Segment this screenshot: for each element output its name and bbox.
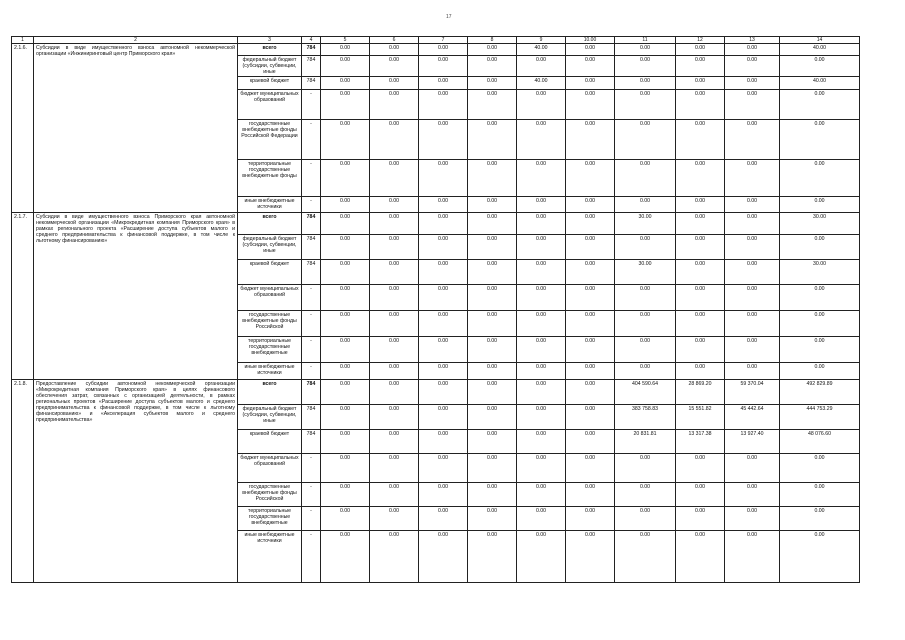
gov-code: -	[302, 507, 321, 531]
amount-cell: 0.00	[419, 235, 468, 260]
funding-source: государственные внебюджетные фонды Российской	[238, 311, 302, 337]
amount-cell: 0.00	[615, 507, 676, 531]
amount-cell: 0.00	[780, 454, 860, 483]
amount-cell: 0.00	[468, 337, 517, 363]
amount-cell: 0.00	[321, 120, 370, 160]
funding-source: государственные внебюджетные фонды Российской	[238, 483, 302, 507]
amount-cell: 0.00	[615, 337, 676, 363]
measure-description: Предоставление субсидии автономной некоммерческой организации «Микрокредитная компания Приморского края» в целях финансового обеспечения затрат, связанных с организацией деятельности, в рамках региональных проектов «Расширение доступа субъектов малого и среднего предпринимательства к финансовой поддержке, в том числе к льготному финансированию» и «Акселерация субъектов малого и среднего предпринимательства»	[34, 380, 238, 583]
funding-source: всего	[238, 213, 302, 235]
amount-cell: 0.00	[370, 160, 419, 197]
amount-cell: 0.00	[419, 285, 468, 311]
amount-cell: 0.00	[468, 197, 517, 213]
amount-cell: 0.00	[419, 337, 468, 363]
gov-code: 784	[302, 44, 321, 56]
amount-cell: 0.00	[780, 507, 860, 531]
amount-cell: 0.00	[780, 160, 860, 197]
amount-cell: 0.00	[676, 311, 725, 337]
amount-cell: 0.00	[725, 507, 780, 531]
amount-cell: 0.00	[419, 405, 468, 430]
amount-cell: 0.00	[321, 235, 370, 260]
funding-source: всего	[238, 44, 302, 56]
amount-cell: 0.00	[517, 454, 566, 483]
funding-source: краевой бюджет	[238, 430, 302, 454]
amount-cell: 0.00	[517, 380, 566, 405]
amount-cell: 0.00	[370, 197, 419, 213]
amount-cell: 0.00	[419, 77, 468, 90]
amount-cell: 0.00	[321, 483, 370, 507]
amount-cell: 0.00	[468, 311, 517, 337]
amount-cell: 0.00	[676, 120, 725, 160]
amount-cell: 30.00	[780, 213, 860, 235]
budget-table	[11, 36, 860, 583]
amount-cell: 0.00	[566, 197, 615, 213]
amount-cell: 404 590.64	[615, 380, 676, 405]
amount-cell: 0.00	[566, 213, 615, 235]
amount-cell: 0.00	[517, 56, 566, 77]
amount-cell: 0.00	[370, 285, 419, 311]
column-number-cell: 1	[12, 37, 34, 44]
amount-cell: 0.00	[676, 77, 725, 90]
amount-cell: 0.00	[566, 160, 615, 197]
column-number-cell: 9	[517, 37, 566, 44]
amount-cell: 0.00	[517, 430, 566, 454]
amount-cell: 0.00	[370, 260, 419, 285]
measure-description: Субсидии в виде имущественного взноса автономной некоммерческой организации «Инжиниринговый центр Приморского края»	[34, 44, 238, 213]
funding-source: всего	[238, 380, 302, 405]
amount-cell: 0.00	[321, 285, 370, 311]
amount-cell: 0.00	[419, 363, 468, 380]
table-body	[12, 37, 860, 583]
amount-cell: 0.00	[370, 235, 419, 260]
amount-cell: 0.00	[725, 90, 780, 120]
amount-cell: 0.00	[370, 507, 419, 531]
column-number-row	[12, 37, 860, 44]
gov-code: -	[302, 90, 321, 120]
column-number-cell: 7	[419, 37, 468, 44]
amount-cell: 0.00	[566, 454, 615, 483]
amount-cell: 0.00	[468, 160, 517, 197]
amount-cell: 0.00	[370, 120, 419, 160]
amount-cell: 0.00	[725, 531, 780, 583]
amount-cell: 0.00	[676, 160, 725, 197]
amount-cell: 0.00	[725, 213, 780, 235]
funding-source: иные внебюджетные источники	[238, 531, 302, 583]
amount-cell: 28 869.20	[676, 380, 725, 405]
amount-cell: 0.00	[725, 260, 780, 285]
amount-cell: 0.00	[566, 311, 615, 337]
amount-cell: 0.00	[725, 160, 780, 197]
amount-cell: 40.00	[517, 44, 566, 56]
amount-cell: 0.00	[468, 285, 517, 311]
amount-cell: 0.00	[780, 483, 860, 507]
amount-cell: 0.00	[517, 337, 566, 363]
amount-cell: 15 551.82	[676, 405, 725, 430]
amount-cell: 0.00	[419, 430, 468, 454]
amount-cell: 0.00	[419, 311, 468, 337]
amount-cell: 0.00	[419, 507, 468, 531]
amount-cell: 0.00	[780, 311, 860, 337]
amount-cell: 0.00	[780, 197, 860, 213]
amount-cell: 0.00	[566, 380, 615, 405]
amount-cell: 0.00	[780, 90, 860, 120]
amount-cell: 40.00	[517, 77, 566, 90]
amount-cell: 0.00	[321, 44, 370, 56]
amount-cell: 0.00	[321, 77, 370, 90]
funding-source: бюджет муниципальных образований	[238, 90, 302, 120]
amount-cell: 0.00	[676, 56, 725, 77]
amount-cell: 45 442.64	[725, 405, 780, 430]
amount-cell: 0.00	[468, 260, 517, 285]
amount-cell: 0.00	[676, 454, 725, 483]
amount-cell: 0.00	[566, 90, 615, 120]
amount-cell: 0.00	[566, 56, 615, 77]
amount-cell: 0.00	[468, 235, 517, 260]
amount-cell: 0.00	[419, 483, 468, 507]
amount-cell: 0.00	[517, 507, 566, 531]
amount-cell: 0.00	[419, 90, 468, 120]
amount-cell: 0.00	[468, 507, 517, 531]
amount-cell: 0.00	[468, 380, 517, 405]
column-number-cell: 14	[780, 37, 860, 44]
amount-cell: 0.00	[566, 363, 615, 380]
amount-cell: 0.00	[321, 507, 370, 531]
amount-cell: 0.00	[676, 507, 725, 531]
amount-cell: 0.00	[321, 311, 370, 337]
amount-cell: 0.00	[419, 197, 468, 213]
measure-description: Субсидии в виде имущественного взноса Приморского края автономной некоммерческой организации «Микрокредитная компания Приморского края» в рамках регионального проекта «Расширение доступа субъектов малого и среднего предпринимательства к финансовой поддержке, в том числе к льготному финансированию»	[34, 213, 238, 380]
amount-cell: 0.00	[321, 337, 370, 363]
amount-cell: 40.00	[780, 77, 860, 90]
amount-cell: 0.00	[725, 44, 780, 56]
amount-cell: 0.00	[468, 483, 517, 507]
funding-source: иные внебюджетные источники	[238, 363, 302, 380]
amount-cell: 0.00	[615, 90, 676, 120]
column-number-cell: 6	[370, 37, 419, 44]
amount-cell: 0.00	[517, 120, 566, 160]
gov-code: -	[302, 454, 321, 483]
amount-cell: 0.00	[615, 56, 676, 77]
column-number-cell: 11	[615, 37, 676, 44]
column-number-cell: 12	[676, 37, 725, 44]
gov-code: 784	[302, 213, 321, 235]
amount-cell: 13 927.40	[725, 430, 780, 454]
amount-cell: 0.00	[370, 454, 419, 483]
funding-source: территориальные государственные внебюджетные	[238, 337, 302, 363]
amount-cell: 0.00	[321, 454, 370, 483]
amount-cell: 0.00	[725, 454, 780, 483]
row-index: 2.1.6.	[12, 44, 34, 213]
amount-cell: 0.00	[517, 90, 566, 120]
amount-cell: 0.00	[725, 56, 780, 77]
amount-cell: 0.00	[676, 197, 725, 213]
amount-cell: 383 758.83	[615, 405, 676, 430]
amount-cell: 0.00	[419, 380, 468, 405]
amount-cell: 0.00	[370, 56, 419, 77]
amount-cell: 0.00	[780, 285, 860, 311]
amount-cell: 0.00	[370, 77, 419, 90]
amount-cell: 0.00	[370, 380, 419, 405]
amount-cell: 0.00	[566, 337, 615, 363]
amount-cell: 0.00	[517, 260, 566, 285]
amount-cell: 0.00	[780, 120, 860, 160]
amount-cell: 0.00	[370, 430, 419, 454]
column-number-cell: 2	[34, 37, 238, 44]
amount-cell: 0.00	[725, 311, 780, 337]
amount-cell: 0.00	[370, 405, 419, 430]
amount-cell: 0.00	[370, 363, 419, 380]
amount-cell: 0.00	[615, 235, 676, 260]
amount-cell: 0.00	[321, 213, 370, 235]
amount-cell: 0.00	[780, 337, 860, 363]
table-row	[12, 380, 860, 405]
gov-code: -	[302, 285, 321, 311]
amount-cell: 30.00	[780, 260, 860, 285]
funding-source: краевой бюджет	[238, 260, 302, 285]
amount-cell: 0.00	[419, 44, 468, 56]
amount-cell: 0.00	[321, 380, 370, 405]
amount-cell: 0.00	[419, 56, 468, 77]
amount-cell: 0.00	[615, 77, 676, 90]
amount-cell: 0.00	[468, 90, 517, 120]
funding-source: иные внебюджетные источники	[238, 197, 302, 213]
amount-cell: 0.00	[419, 120, 468, 160]
amount-cell: 0.00	[468, 120, 517, 160]
gov-code: 784	[302, 430, 321, 454]
amount-cell: 30.00	[615, 260, 676, 285]
amount-cell: 0.00	[321, 405, 370, 430]
amount-cell: 0.00	[370, 44, 419, 56]
gov-code: 784	[302, 260, 321, 285]
amount-cell: 0.00	[615, 454, 676, 483]
column-number-cell: 3	[238, 37, 302, 44]
amount-cell: 0.00	[725, 235, 780, 260]
column-number-cell: 5	[321, 37, 370, 44]
amount-cell: 0.00	[566, 260, 615, 285]
column-number-cell: 8	[468, 37, 517, 44]
amount-cell: 0.00	[676, 337, 725, 363]
amount-cell: 0.00	[419, 454, 468, 483]
table-row	[12, 44, 860, 56]
amount-cell: 0.00	[780, 531, 860, 583]
gov-code: 784	[302, 380, 321, 405]
funding-source: бюджет муниципальных образований	[238, 285, 302, 311]
amount-cell: 0.00	[419, 260, 468, 285]
gov-code: -	[302, 311, 321, 337]
amount-cell: 0.00	[676, 90, 725, 120]
amount-cell: 0.00	[321, 197, 370, 213]
amount-cell: 0.00	[615, 285, 676, 311]
amount-cell: 0.00	[468, 44, 517, 56]
gov-code: 784	[302, 235, 321, 260]
gov-code: -	[302, 337, 321, 363]
gov-code: 784	[302, 405, 321, 430]
amount-cell: 0.00	[615, 160, 676, 197]
funding-source: территориальные государственные внебюджетные фонды	[238, 160, 302, 197]
amount-cell: 0.00	[321, 160, 370, 197]
amount-cell: 0.00	[321, 90, 370, 120]
amount-cell: 0.00	[780, 363, 860, 380]
amount-cell: 0.00	[517, 363, 566, 380]
amount-cell: 0.00	[676, 235, 725, 260]
amount-cell: 0.00	[615, 197, 676, 213]
amount-cell: 0.00	[725, 285, 780, 311]
amount-cell: 0.00	[321, 363, 370, 380]
funding-source: федеральный бюджет (субсидии, субвенции, иные	[238, 405, 302, 430]
amount-cell: 0.00	[725, 363, 780, 380]
amount-cell: 0.00	[321, 56, 370, 77]
funding-source: территориальные государственные внебюджетные	[238, 507, 302, 531]
amount-cell: 0.00	[615, 363, 676, 380]
amount-cell: 0.00	[676, 363, 725, 380]
funding-source: бюджет муниципальных образований	[238, 454, 302, 483]
gov-code: -	[302, 120, 321, 160]
amount-cell: 0.00	[615, 483, 676, 507]
amount-cell: 0.00	[370, 311, 419, 337]
amount-cell: 0.00	[517, 160, 566, 197]
amount-cell: 0.00	[615, 311, 676, 337]
amount-cell: 0.00	[725, 337, 780, 363]
amount-cell: 0.00	[370, 483, 419, 507]
amount-cell: 0.00	[517, 285, 566, 311]
funding-source: государственные внебюджетные фонды Российской Федерации	[238, 120, 302, 160]
amount-cell: 0.00	[517, 405, 566, 430]
amount-cell: 0.00	[321, 260, 370, 285]
funding-source: федеральный бюджет (субсидии, субвенции, иные	[238, 235, 302, 260]
amount-cell: 0.00	[676, 44, 725, 56]
gov-code: -	[302, 160, 321, 197]
amount-cell: 0.00	[517, 311, 566, 337]
amount-cell: 0.00	[566, 430, 615, 454]
amount-cell: 0.00	[566, 405, 615, 430]
amount-cell: 0.00	[468, 454, 517, 483]
amount-cell: 0.00	[676, 213, 725, 235]
amount-cell: 0.00	[566, 44, 615, 56]
row-index: 2.1.8.	[12, 380, 34, 583]
amount-cell: 0.00	[676, 285, 725, 311]
amount-cell: 0.00	[725, 120, 780, 160]
amount-cell: 0.00	[419, 160, 468, 197]
amount-cell: 0.00	[370, 337, 419, 363]
amount-cell: 492 829.89	[780, 380, 860, 405]
amount-cell: 0.00	[780, 56, 860, 77]
amount-cell: 0.00	[615, 44, 676, 56]
amount-cell: 0.00	[566, 77, 615, 90]
amount-cell: 30.00	[615, 213, 676, 235]
amount-cell: 40.00	[780, 44, 860, 56]
amount-cell: 0.00	[566, 483, 615, 507]
amount-cell: 0.00	[517, 483, 566, 507]
amount-cell: 0.00	[419, 531, 468, 583]
row-index: 2.1.7.	[12, 213, 34, 380]
amount-cell: 0.00	[468, 77, 517, 90]
amount-cell: 0.00	[615, 120, 676, 160]
amount-cell: 0.00	[468, 213, 517, 235]
amount-cell: 0.00	[566, 507, 615, 531]
amount-cell: 0.00	[676, 260, 725, 285]
gov-code: 784	[302, 77, 321, 90]
amount-cell: 0.00	[468, 430, 517, 454]
gov-code: 784	[302, 56, 321, 77]
amount-cell: 0.00	[566, 235, 615, 260]
amount-cell: 0.00	[468, 405, 517, 430]
column-number-cell: 4	[302, 37, 321, 44]
amount-cell: 0.00	[468, 531, 517, 583]
amount-cell: 59 370.04	[725, 380, 780, 405]
funding-source: краевой бюджет	[238, 77, 302, 90]
amount-cell: 0.00	[517, 213, 566, 235]
funding-source: федеральный бюджет (субсидии, субвенции, иные	[238, 56, 302, 77]
amount-cell: 0.00	[725, 197, 780, 213]
amount-cell: 0.00	[725, 77, 780, 90]
amount-cell: 0.00	[566, 531, 615, 583]
amount-cell: 13 317.38	[676, 430, 725, 454]
amount-cell: 0.00	[517, 235, 566, 260]
amount-cell: 0.00	[370, 531, 419, 583]
amount-cell: 0.00	[321, 531, 370, 583]
amount-cell: 20 831.81	[615, 430, 676, 454]
gov-code: -	[302, 197, 321, 213]
amount-cell: 0.00	[517, 531, 566, 583]
amount-cell: 0.00	[676, 483, 725, 507]
amount-cell: 0.00	[419, 213, 468, 235]
gov-code: -	[302, 531, 321, 583]
table-row	[12, 213, 860, 235]
gov-code: -	[302, 363, 321, 380]
column-number-cell: 13	[725, 37, 780, 44]
amount-cell: 0.00	[468, 56, 517, 77]
column-number-cell: 10.00	[566, 37, 615, 44]
amount-cell: 0.00	[615, 531, 676, 583]
amount-cell: 0.00	[370, 213, 419, 235]
amount-cell: 0.00	[468, 363, 517, 380]
amount-cell: 0.00	[321, 430, 370, 454]
gov-code: -	[302, 483, 321, 507]
amount-cell: 444 753.29	[780, 405, 860, 430]
page-number: 17	[446, 14, 452, 20]
amount-cell: 0.00	[566, 285, 615, 311]
amount-cell: 0.00	[370, 90, 419, 120]
amount-cell: 0.00	[566, 120, 615, 160]
amount-cell: 0.00	[780, 235, 860, 260]
amount-cell: 0.00	[676, 531, 725, 583]
amount-cell: 48 076.60	[780, 430, 860, 454]
amount-cell: 0.00	[517, 197, 566, 213]
amount-cell: 0.00	[725, 483, 780, 507]
